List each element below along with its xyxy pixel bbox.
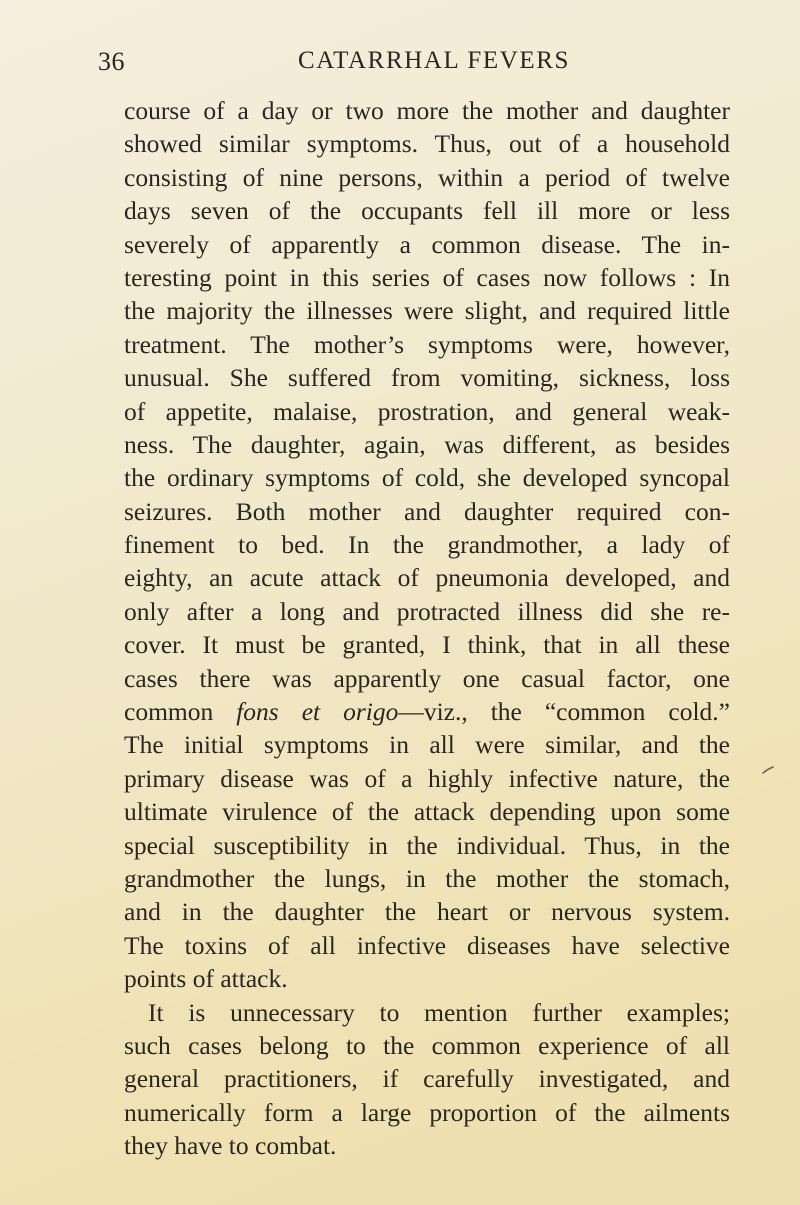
text-line: course of a day or two more the mother and daughter	[124, 96, 730, 125]
text-line: the majority the illnesses were slight, and required little	[124, 296, 730, 326]
text-line: showed similar symptoms. Thus, out of a household	[124, 129, 730, 159]
text-line: cover. It must be granted, I think, that in all these	[124, 630, 730, 660]
page-number: 36	[98, 47, 125, 76]
text-line: severely of apparently a common disease. The in-	[124, 229, 730, 259]
text-line: ultimate virulence of the attack depending upon some	[124, 797, 730, 827]
paragraph-1	[124, 94, 730, 996]
text-line: teresting point in this series of cases now follows : In	[124, 262, 730, 292]
page-header	[0, 47, 800, 77]
text-line: treatment. The mother’s symptoms were, however,	[124, 329, 730, 359]
text-line: finement to bed. In the grandmother, a lady of	[124, 530, 730, 560]
text-line: The toxins of all infective diseases have selective	[124, 930, 730, 960]
text-line: consisting of nine persons, within a period of twelve	[124, 162, 730, 192]
text-line: The initial symptoms in all were similar, and the	[124, 730, 730, 760]
running-head: CATARRHAL FEVERS	[298, 47, 571, 74]
body-text	[124, 94, 730, 1163]
text-line: they have to combat.	[124, 1131, 337, 1161]
text-line: unusual. She suffered from vomiting, sickness, loss	[124, 363, 730, 393]
text-line: numerically form a large proportion of the ailments	[124, 1097, 730, 1127]
text-line: eighty, an acute attack of pneumonia developed, and	[124, 563, 730, 593]
text-line: only after a long and protracted illness did she re-	[124, 596, 730, 626]
text-line-with-italic	[124, 695, 730, 728]
text-line: points of attack.	[124, 964, 288, 994]
text-fragment: —viz., the “common cold.”	[398, 697, 730, 727]
text-line: such cases belong to the common experience of all	[124, 1030, 730, 1060]
italic-phrase: fons et origo	[236, 697, 399, 727]
text-line: days seven of the occupants fell ill more or less	[124, 196, 730, 226]
text-line: cases there was apparently one casual factor, one	[124, 663, 730, 693]
text-line: primary disease was of a highly infective nature, the	[124, 763, 730, 793]
text-line: ness. The daughter, again, was different, as besides	[124, 429, 730, 459]
pencil-mark-icon	[762, 766, 774, 774]
paragraph-2	[124, 996, 730, 1163]
text-line: It is unnecessary to mention further examples;	[148, 997, 730, 1027]
text-line: the ordinary symptoms of cold, she developed syncopal	[124, 463, 730, 493]
text-line: grandmother the lungs, in the mother the stomach,	[124, 863, 730, 893]
text-fragment: common	[124, 697, 237, 727]
text-line: of appetite, malaise, prostration, and general weak-	[124, 396, 730, 426]
text-line: special susceptibility in the individual. Thus, in the	[124, 830, 730, 860]
text-line: and in the daughter the heart or nervous system.	[124, 897, 730, 927]
text-line: seizures. Both mother and daughter required con-	[124, 496, 730, 526]
text-line: general practitioners, if carefully investigated, and	[124, 1064, 730, 1094]
